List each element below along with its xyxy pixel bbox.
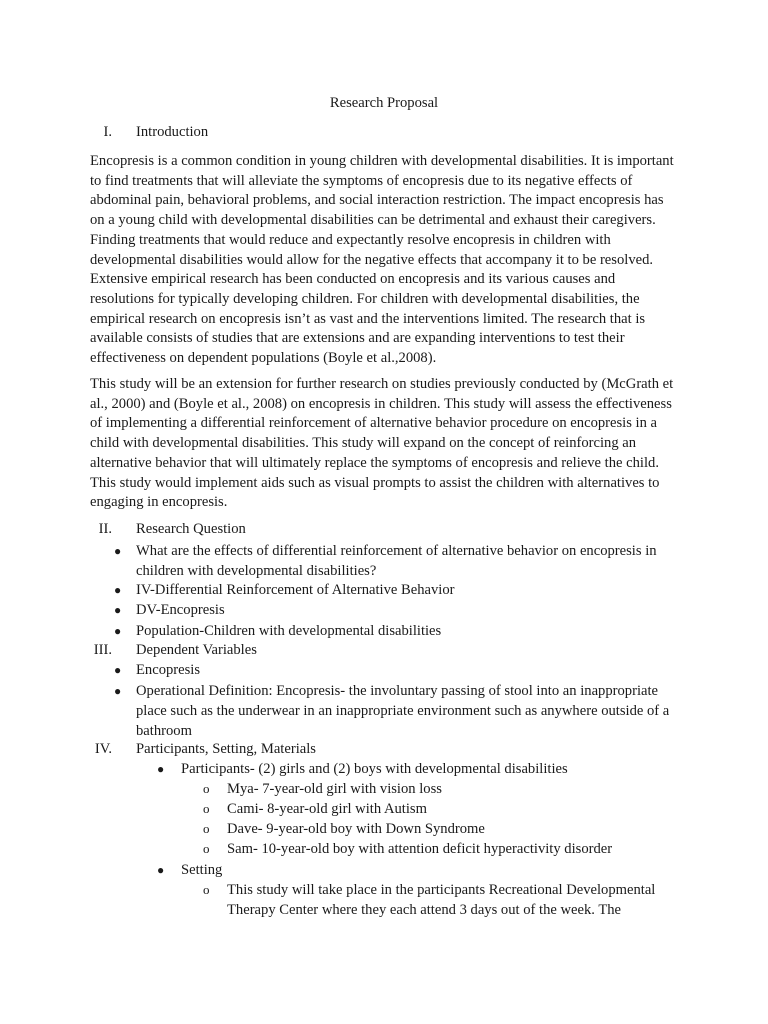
bullet-marker: ● bbox=[114, 544, 122, 558]
list-item-text: DV-Encopresis bbox=[136, 602, 225, 618]
section-heading-dependent-variables bbox=[0, 640, 257, 660]
sub-list-item bbox=[203, 839, 682, 859]
list-item bbox=[114, 621, 681, 641]
section-title: Dependent Variables bbox=[136, 642, 257, 658]
sub-bullet-marker: o bbox=[203, 882, 210, 897]
sub-list-item bbox=[203, 880, 682, 920]
list-item-setting bbox=[157, 860, 681, 880]
bullet-marker: ● bbox=[114, 624, 122, 638]
intro-paragraph-1: Encopresis is a common condition in young children with developmental disabilities. It is important to find treatments that will alleviate the symptoms of encopresis due to its negative effects of abdominal pain, behavioral problems, and social interaction restriction. The impact encopresis has on a young child with developmental disabilities can be detrimental and exhaust their caregivers. Finding treatments that would reduce and expectantly resolve encopresis in children with developmental disabilities would allow for the negative effects that accompany it to be resolved. Extensive empirical research has been conducted on encopresis and its various causes and resolutions for typically developing children. For children with developmental disabilities, the empirical research on encopresis isn’t as vast and the interventions limited. The research that is available consists of studies that are extensions and are expanding interventions to test their effectiveness on dependent populations (Boyle et al.,2008). bbox=[90, 153, 674, 367]
list-item bbox=[114, 541, 681, 581]
list-item-text: Operational Definition: Encopresis- the involuntary passing of stool into an inappropriate place such as the underwear in an inappropriate environment such as anywhere outside of a bathroom bbox=[136, 683, 670, 739]
sub-list-item-text: Dave- 9-year-old boy with Down Syndrome bbox=[227, 821, 485, 837]
list-item bbox=[114, 681, 681, 741]
list-item-text: Population-Children with developmental disabilities bbox=[136, 623, 442, 639]
section-heading-participants bbox=[0, 739, 316, 759]
list-item bbox=[114, 660, 681, 680]
bullet-marker: ● bbox=[157, 863, 165, 877]
section-title: Introduction bbox=[136, 124, 209, 140]
sub-list-item bbox=[203, 819, 682, 839]
list-item-text: Setting bbox=[181, 862, 223, 878]
sub-bullet-marker: o bbox=[203, 781, 210, 796]
section-title: Research Question bbox=[136, 521, 246, 537]
list-item-participants bbox=[157, 759, 681, 779]
section-title: Participants, Setting, Materials bbox=[136, 741, 316, 757]
sub-bullet-marker: o bbox=[203, 801, 210, 816]
list-item bbox=[114, 580, 681, 600]
sub-list-item-text: This study will take place in the participants Recreational Developmental Therapy Center where they each attend 3 days out of the week. The bbox=[227, 882, 656, 918]
bullet-marker: ● bbox=[114, 684, 122, 698]
sub-list-item-text: Sam- 10-year-old boy with attention deficit hyperactivity disorder bbox=[227, 841, 613, 857]
section-heading-research-question bbox=[0, 519, 246, 539]
list-item-text: What are the effects of differential reinforcement of alternative behavior on encopresis in children with developmental disabilities? bbox=[136, 543, 657, 579]
sub-bullet-marker: o bbox=[203, 841, 210, 856]
list-item-text: Encopresis bbox=[136, 662, 201, 678]
list-item-text: Participants- (2) girls and (2) boys with developmental disabilities bbox=[181, 761, 568, 777]
section-number: III. bbox=[93, 642, 112, 658]
sub-bullet-marker: o bbox=[203, 821, 210, 836]
section-number: IV. bbox=[94, 741, 112, 757]
list-item bbox=[114, 600, 681, 620]
intro-paragraph-2: This study will be an extension for further research on studies previously conducted by (McGrath et al., 2000) and (Boyle et al., 2008) on encopresis in children. This study will assess the effectiveness of implementing a differential reinforcement of alternative behavior procedure on encopresis in a child with developmental disabilities. This study will expand on the concept of reinforcing an alternative behavior that will ultimately replace the symptoms of encopresis and relieve the child. This study would implement aids such as visual prompts to assist the children with alternatives to engaging in encopresis. bbox=[90, 376, 674, 511]
section-number: I. bbox=[103, 124, 112, 140]
sub-list-item-text: Mya- 7-year-old girl with vision loss bbox=[227, 781, 442, 797]
bullet-marker: ● bbox=[114, 663, 122, 677]
section-number: II. bbox=[98, 521, 112, 537]
section-heading-introduction bbox=[0, 122, 209, 142]
bullet-marker: ● bbox=[157, 762, 165, 776]
bullet-marker: ● bbox=[114, 603, 122, 617]
sub-list-item-text: Cami- 8-year-old girl with Autism bbox=[227, 801, 427, 817]
list-item-text: IV-Differential Reinforcement of Alternative Behavior bbox=[136, 582, 455, 598]
sub-list-item bbox=[203, 779, 682, 799]
bullet-marker: ● bbox=[114, 583, 122, 597]
document-title: Research Proposal bbox=[329, 95, 439, 111]
sub-list-item bbox=[203, 799, 682, 819]
